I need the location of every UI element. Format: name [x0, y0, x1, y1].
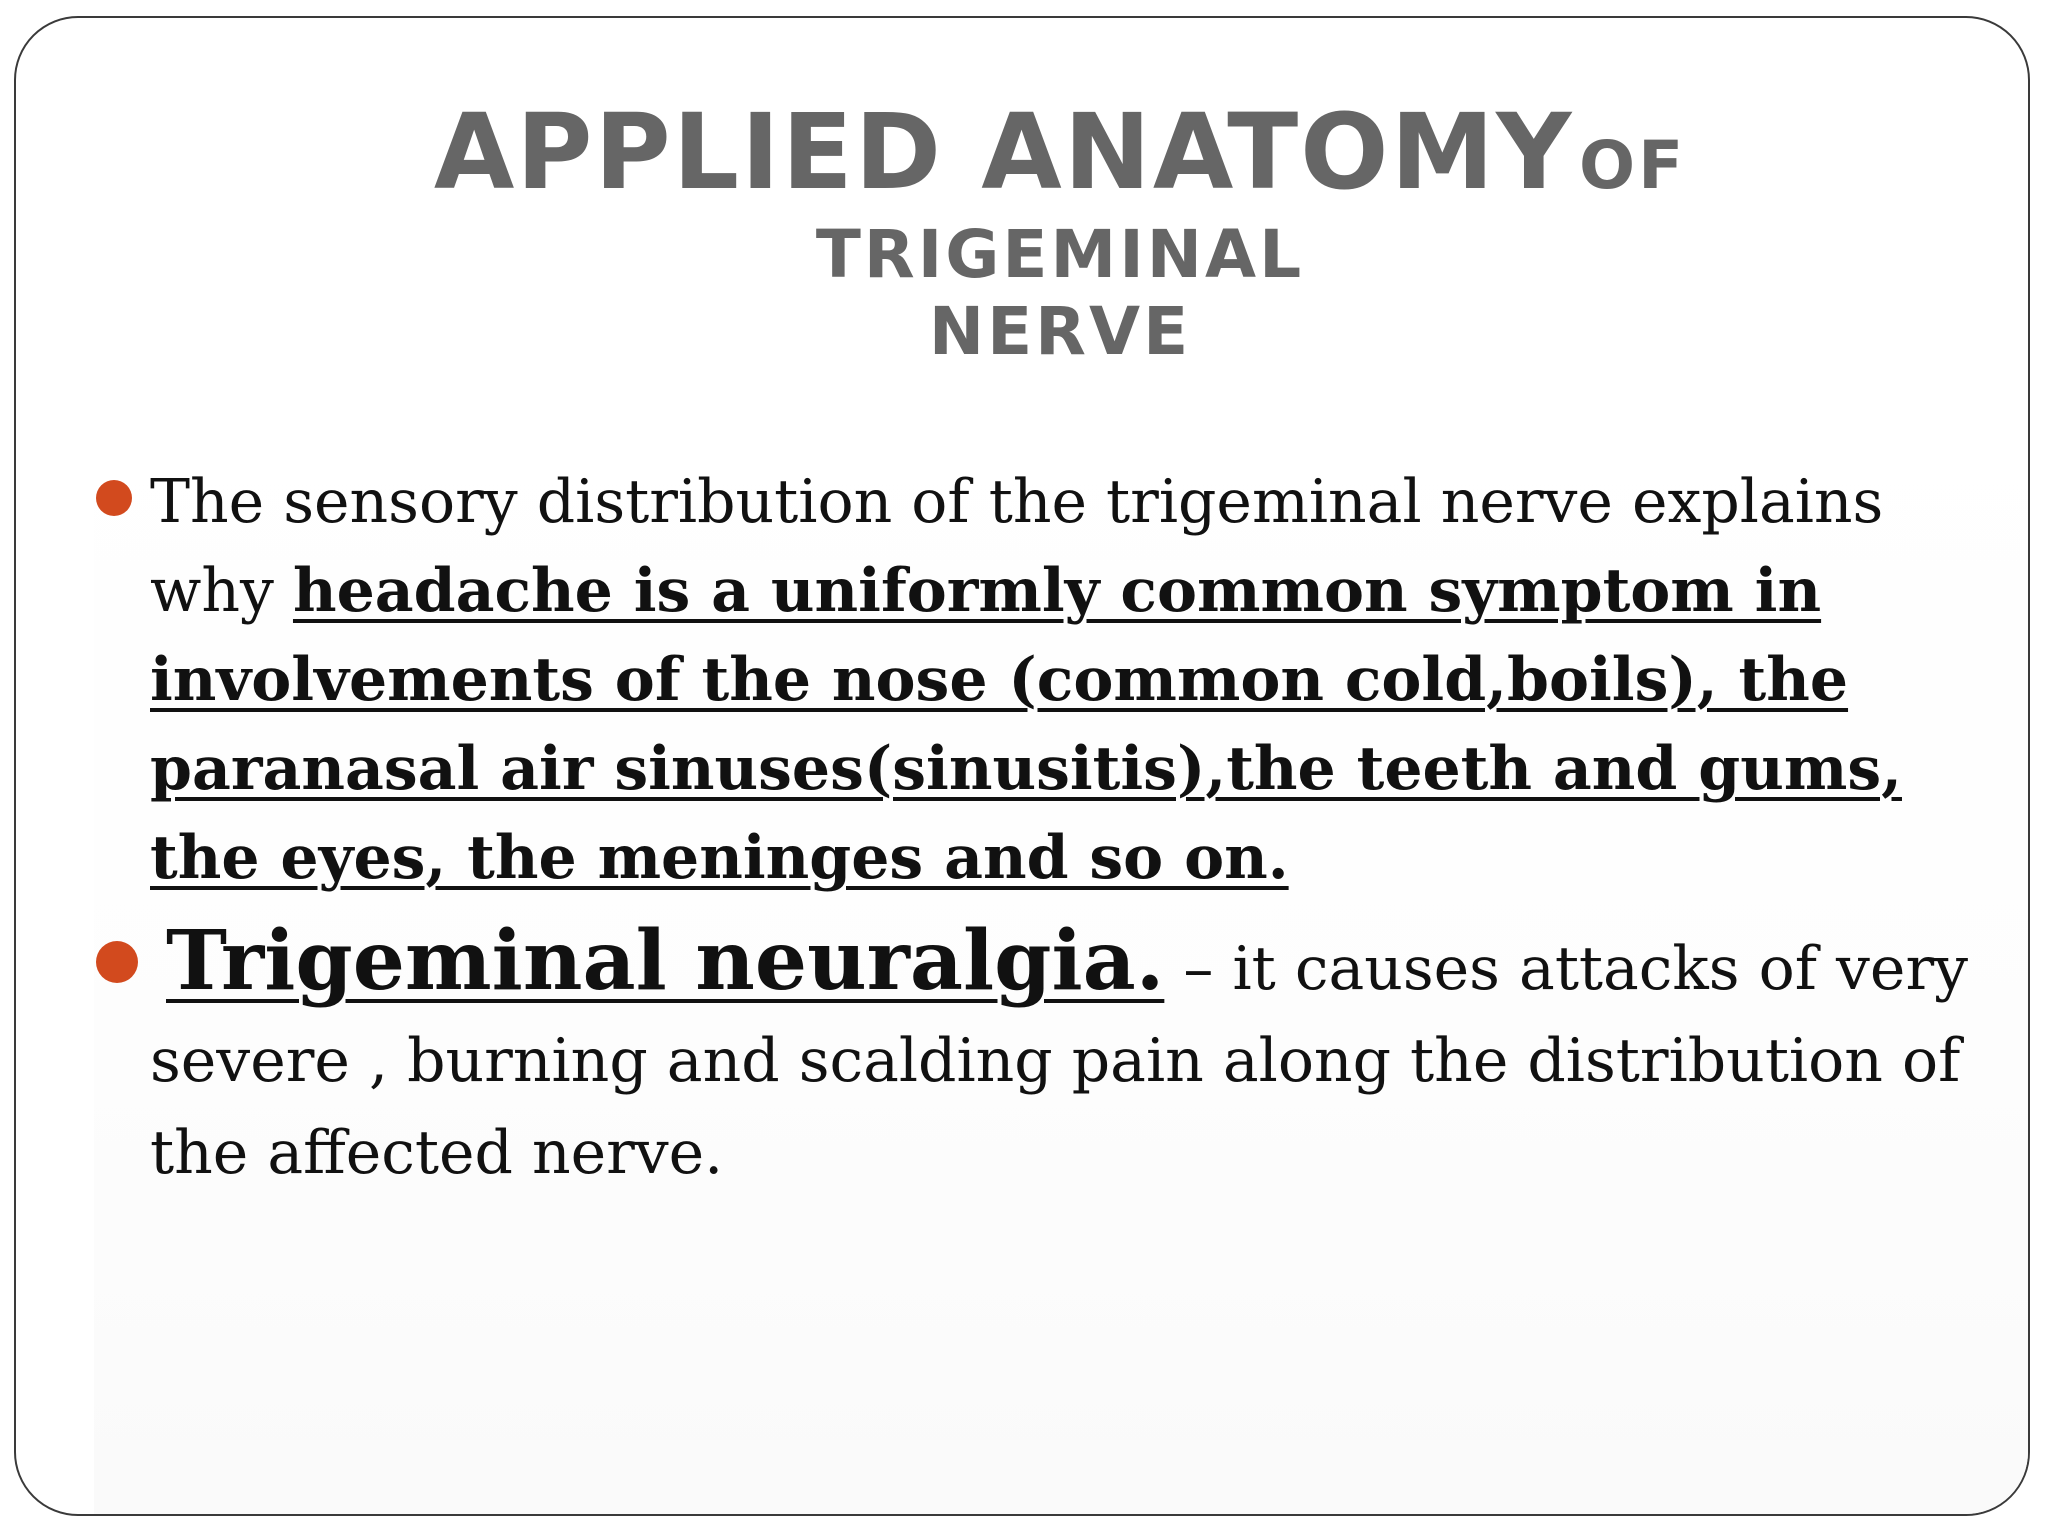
bullet-dot-icon	[96, 480, 132, 516]
title-line-2: NERVE	[928, 292, 1192, 370]
title-main: APPLIED ANATOMY	[433, 91, 1574, 213]
bullet-text: – it causes attacks of very severe , burning and scalding pain along the distribution of the affected nerve.	[150, 934, 1969, 1188]
title-sub: OF TRIGEMINAL	[815, 127, 1687, 293]
bullet-item	[96, 458, 1976, 903]
slide-body	[96, 458, 1976, 1199]
bullet-emphasis: headache is a uniformly common symptom in involvements of the nose (common cold,boils), the paranasal air sinuses(sinusitis),the teeth and gums, the eyes, the meninges and so on.	[150, 556, 1902, 893]
slide-title	[180, 90, 1940, 371]
bullet-text: The sensory distribution of the trigeminal nerve explains why	[150, 467, 1884, 626]
bullet-heading: Trigeminal neuralgia.	[166, 913, 1165, 1009]
bullet-dot-icon	[96, 941, 138, 983]
bullet-item	[96, 915, 1976, 1199]
